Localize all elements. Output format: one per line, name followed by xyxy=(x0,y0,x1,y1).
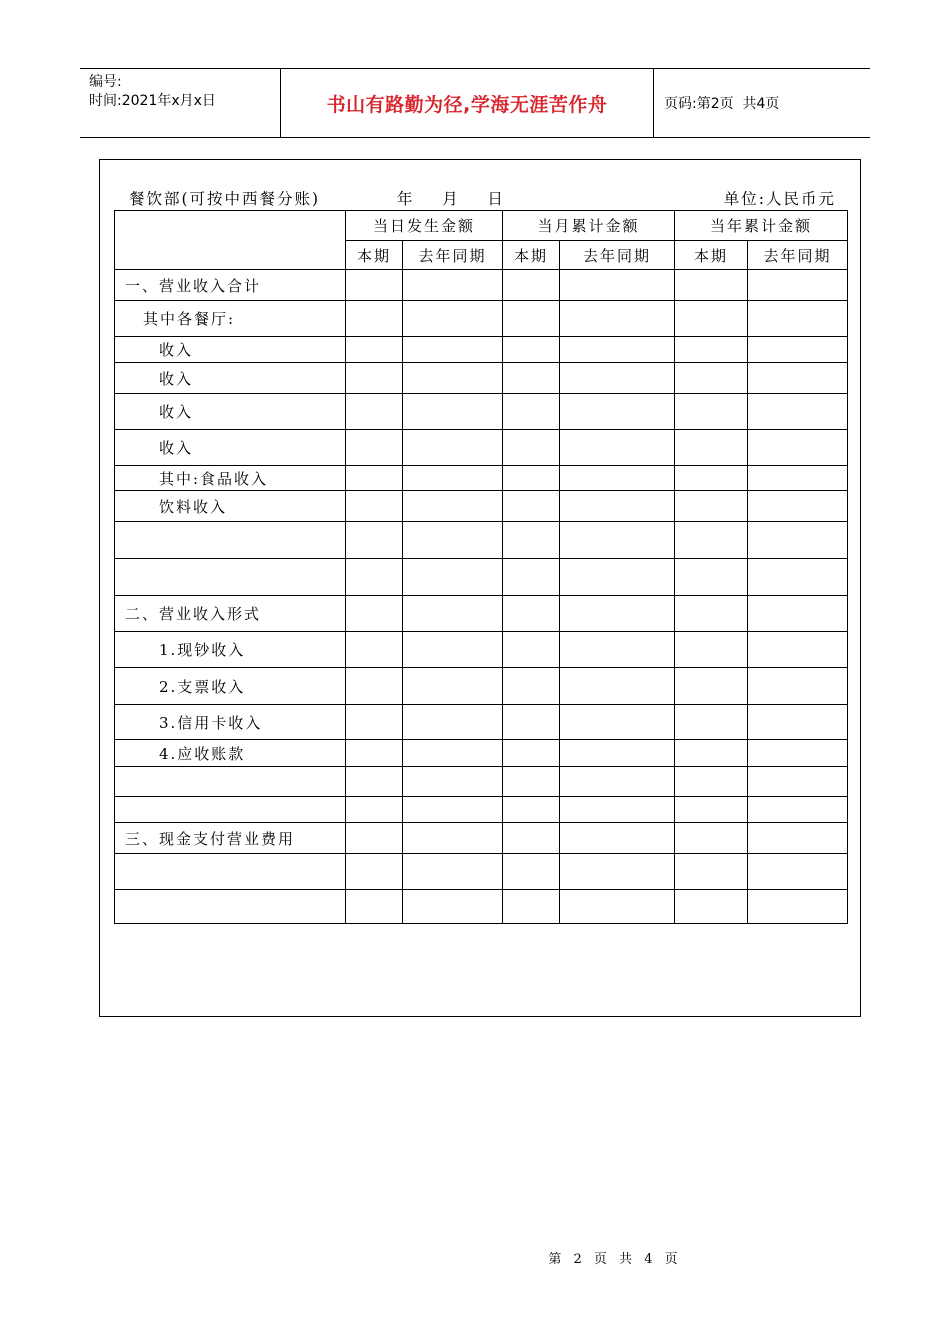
amount-cell[interactable] xyxy=(503,823,560,854)
amount-cell[interactable] xyxy=(346,740,403,767)
amount-cell[interactable] xyxy=(560,740,675,767)
amount-cell[interactable] xyxy=(346,270,403,301)
amount-cell[interactable] xyxy=(503,466,560,491)
amount-cell[interactable] xyxy=(675,705,748,740)
amount-cell[interactable] xyxy=(403,337,503,363)
amount-cell[interactable] xyxy=(560,522,675,559)
amount-cell[interactable] xyxy=(675,394,748,430)
row-label: 收入 xyxy=(115,363,346,394)
amount-cell[interactable] xyxy=(403,522,503,559)
table-row xyxy=(115,668,848,705)
amount-cell[interactable] xyxy=(675,466,748,491)
motto: 书山有路勤为径,学海无涯苦作舟 xyxy=(281,69,654,137)
table-row xyxy=(115,301,848,337)
amount-cell[interactable] xyxy=(560,301,675,337)
amount-cell[interactable] xyxy=(748,466,848,491)
amount-cell[interactable] xyxy=(403,854,503,890)
row-label: 收入 xyxy=(115,337,346,363)
group-header-daily: 当日发生金额 xyxy=(346,211,503,241)
amount-cell[interactable] xyxy=(560,890,675,924)
table-row xyxy=(115,890,848,924)
amount-cell[interactable] xyxy=(560,705,675,740)
table-row xyxy=(115,705,848,740)
amount-cell[interactable] xyxy=(503,767,560,797)
amount-cell[interactable] xyxy=(503,363,560,394)
amount-cell[interactable] xyxy=(403,797,503,823)
amount-cell[interactable] xyxy=(503,522,560,559)
amount-cell[interactable] xyxy=(503,854,560,890)
sub-header-current: 本期 xyxy=(675,241,748,270)
group-header-monthly: 当月累计金额 xyxy=(503,211,675,241)
amount-cell[interactable] xyxy=(675,270,748,301)
amount-cell[interactable] xyxy=(675,363,748,394)
row-label: 收入 xyxy=(115,394,346,430)
amount-cell[interactable] xyxy=(560,596,675,632)
amount-cell[interactable] xyxy=(503,270,560,301)
amount-cell[interactable] xyxy=(403,559,503,596)
amount-cell[interactable] xyxy=(748,363,848,394)
revenue-table xyxy=(114,210,848,924)
amount-cell[interactable] xyxy=(403,740,503,767)
amount-cell[interactable] xyxy=(560,430,675,466)
amount-cell[interactable] xyxy=(346,337,403,363)
amount-cell[interactable] xyxy=(346,854,403,890)
amount-cell[interactable] xyxy=(346,491,403,522)
amount-cell[interactable] xyxy=(675,890,748,924)
group-header-row xyxy=(115,211,848,241)
row-label: 三、现金支付营业费用 xyxy=(115,823,346,854)
amount-cell[interactable] xyxy=(503,337,560,363)
amount-cell[interactable] xyxy=(560,797,675,823)
amount-cell[interactable] xyxy=(346,394,403,430)
amount-cell[interactable] xyxy=(403,668,503,705)
amount-cell[interactable] xyxy=(675,797,748,823)
amount-cell[interactable] xyxy=(403,394,503,430)
row-label: 一、营业收入合计 xyxy=(115,270,346,301)
row-label xyxy=(115,854,346,890)
table-row xyxy=(115,797,848,823)
sub-header-last-year: 去年同期 xyxy=(748,241,848,270)
amount-cell[interactable] xyxy=(403,632,503,668)
amount-cell[interactable] xyxy=(503,705,560,740)
amount-cell[interactable] xyxy=(503,668,560,705)
row-label xyxy=(115,797,346,823)
sub-header-current: 本期 xyxy=(503,241,560,270)
row-label: 饮料收入 xyxy=(115,491,346,522)
amount-cell[interactable] xyxy=(748,767,848,797)
amount-cell[interactable] xyxy=(560,337,675,363)
table-row xyxy=(115,854,848,890)
amount-cell[interactable] xyxy=(403,767,503,797)
row-label: 4.应收账款 xyxy=(115,740,346,767)
number-label: 编号: xyxy=(89,74,122,90)
amount-cell[interactable] xyxy=(346,596,403,632)
amount-cell[interactable] xyxy=(403,466,503,491)
amount-cell[interactable] xyxy=(403,363,503,394)
amount-cell[interactable] xyxy=(346,797,403,823)
amount-cell[interactable] xyxy=(675,854,748,890)
table-row xyxy=(115,767,848,797)
amount-cell[interactable] xyxy=(675,430,748,466)
amount-cell[interactable] xyxy=(748,337,848,363)
amount-cell[interactable] xyxy=(675,823,748,854)
amount-cell[interactable] xyxy=(403,270,503,301)
table-row xyxy=(115,596,848,632)
amount-cell[interactable] xyxy=(560,491,675,522)
amount-cell[interactable] xyxy=(748,430,848,466)
amount-cell[interactable] xyxy=(560,632,675,668)
amount-cell[interactable] xyxy=(748,890,848,924)
unit-label: 单位:人民币元 xyxy=(723,190,836,208)
row-label: 1.现钞收入 xyxy=(115,632,346,668)
amount-cell[interactable] xyxy=(503,430,560,466)
amount-cell[interactable] xyxy=(675,596,748,632)
sub-header-last-year: 去年同期 xyxy=(560,241,675,270)
amount-cell[interactable] xyxy=(346,890,403,924)
amount-cell[interactable] xyxy=(346,823,403,854)
department-label: 餐饮部(可按中西餐分账) xyxy=(129,190,321,208)
sub-header-current: 本期 xyxy=(346,241,403,270)
amount-cell[interactable] xyxy=(675,767,748,797)
table-row xyxy=(115,363,848,394)
amount-cell[interactable] xyxy=(503,740,560,767)
amount-cell[interactable] xyxy=(346,668,403,705)
amount-cell[interactable] xyxy=(503,394,560,430)
amount-cell[interactable] xyxy=(748,854,848,890)
header-blank-cell xyxy=(115,211,346,270)
amount-cell[interactable] xyxy=(675,337,748,363)
amount-cell[interactable] xyxy=(503,301,560,337)
amount-cell[interactable] xyxy=(748,740,848,767)
amount-cell[interactable] xyxy=(346,301,403,337)
row-label xyxy=(115,522,346,559)
amount-cell[interactable] xyxy=(346,559,403,596)
page-header xyxy=(80,68,870,138)
amount-cell[interactable] xyxy=(503,632,560,668)
amount-cell[interactable] xyxy=(503,559,560,596)
row-label: 收入 xyxy=(115,430,346,466)
table-row xyxy=(115,559,848,596)
amount-cell[interactable] xyxy=(675,668,748,705)
table-row xyxy=(115,270,848,301)
amount-cell[interactable] xyxy=(748,797,848,823)
time-label: 时间:2021年x月x日 xyxy=(89,93,216,109)
amount-cell[interactable] xyxy=(403,705,503,740)
table-row xyxy=(115,823,848,854)
amount-cell[interactable] xyxy=(675,740,748,767)
table-row xyxy=(115,491,848,522)
amount-cell[interactable] xyxy=(403,430,503,466)
amount-cell[interactable] xyxy=(748,823,848,854)
amount-cell[interactable] xyxy=(675,632,748,668)
amount-cell[interactable] xyxy=(560,394,675,430)
row-label: 其中:食品收入 xyxy=(115,466,346,491)
amount-cell[interactable] xyxy=(403,890,503,924)
date-label: 年 月 日 xyxy=(397,190,505,208)
amount-cell[interactable] xyxy=(560,767,675,797)
amount-cell[interactable] xyxy=(560,559,675,596)
amount-cell[interactable] xyxy=(748,668,848,705)
amount-cell[interactable] xyxy=(748,394,848,430)
row-label: 其中各餐厅: xyxy=(115,301,346,337)
row-label: 2.支票收入 xyxy=(115,668,346,705)
amount-cell[interactable] xyxy=(748,559,848,596)
amount-cell[interactable] xyxy=(503,491,560,522)
amount-cell[interactable] xyxy=(675,559,748,596)
table-row xyxy=(115,394,848,430)
amount-cell[interactable] xyxy=(403,301,503,337)
amount-cell[interactable] xyxy=(748,301,848,337)
amount-cell[interactable] xyxy=(560,823,675,854)
amount-cell[interactable] xyxy=(346,705,403,740)
amount-cell[interactable] xyxy=(675,491,748,522)
amount-cell[interactable] xyxy=(346,363,403,394)
table-row xyxy=(115,522,848,559)
amount-cell[interactable] xyxy=(346,632,403,668)
group-header-yearly: 当年累计金额 xyxy=(675,211,848,241)
amount-cell[interactable] xyxy=(346,522,403,559)
header-page-info xyxy=(654,69,870,137)
table-row xyxy=(115,466,848,491)
amount-cell[interactable] xyxy=(503,890,560,924)
row-label xyxy=(115,890,346,924)
form-title-line xyxy=(129,187,836,209)
amount-cell[interactable] xyxy=(346,767,403,797)
header-meta xyxy=(80,69,281,137)
row-label: 二、营业收入形式 xyxy=(115,596,346,632)
page-footer: 第 2 页 共 4 页 xyxy=(548,1252,682,1267)
amount-cell[interactable] xyxy=(748,632,848,668)
amount-cell[interactable] xyxy=(503,797,560,823)
amount-cell[interactable] xyxy=(503,596,560,632)
amount-cell[interactable] xyxy=(346,466,403,491)
amount-cell[interactable] xyxy=(748,522,848,559)
row-label xyxy=(115,767,346,797)
table-row xyxy=(115,740,848,767)
table-row xyxy=(115,430,848,466)
row-label: 3.信用卡收入 xyxy=(115,705,346,740)
table-row xyxy=(115,632,848,668)
amount-cell[interactable] xyxy=(748,270,848,301)
table-row xyxy=(115,337,848,363)
sub-header-last-year: 去年同期 xyxy=(403,241,503,270)
amount-cell[interactable] xyxy=(675,522,748,559)
amount-cell[interactable] xyxy=(675,301,748,337)
page-label: 页码:第2页 共4页 xyxy=(664,96,780,112)
amount-cell[interactable] xyxy=(346,430,403,466)
amount-cell[interactable] xyxy=(560,854,675,890)
amount-cell[interactable] xyxy=(403,596,503,632)
amount-cell[interactable] xyxy=(403,823,503,854)
amount-cell[interactable] xyxy=(560,466,675,491)
amount-cell[interactable] xyxy=(560,668,675,705)
amount-cell[interactable] xyxy=(560,270,675,301)
amount-cell[interactable] xyxy=(748,596,848,632)
amount-cell[interactable] xyxy=(403,491,503,522)
amount-cell[interactable] xyxy=(748,705,848,740)
amount-cell[interactable] xyxy=(560,363,675,394)
row-label xyxy=(115,559,346,596)
amount-cell[interactable] xyxy=(748,491,848,522)
